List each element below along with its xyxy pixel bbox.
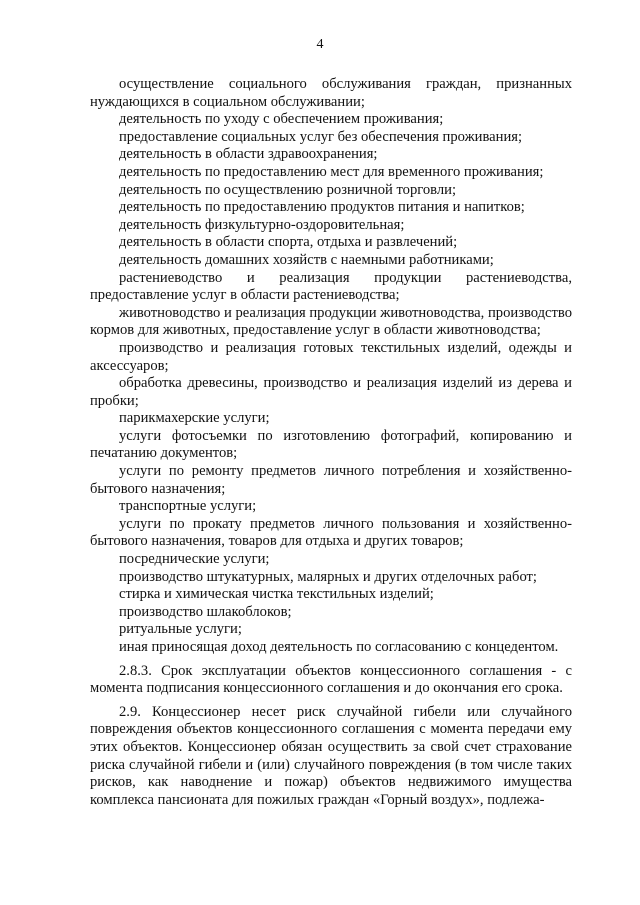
paragraph: животноводство и реализация продукции животноводства, производство кормов для животных, предоставление услуг в области животноводства;	[90, 304, 572, 339]
paragraph: услуги по ремонту предметов личного потребления и хозяйственно-бытового назначения;	[90, 463, 572, 497]
paragraph: осуществление социального обслуживания граждан, признанных нуждающихся в социальном обслуживании;	[90, 76, 572, 110]
paragraph: производство штукатурных, малярных и других отделочных работ;	[119, 568, 537, 585]
paragraph: транспортные услуги;	[119, 498, 257, 515]
paragraph: деятельность по предоставлению продуктов питания и напитков;	[119, 199, 525, 216]
paragraph: деятельность в области спорта, отдыха и развлечений;	[119, 234, 458, 251]
paragraph: услуги по прокату предметов личного пользования и хозяйственно-бытового назначения, товаров для отдыха и других товаров;	[90, 515, 572, 550]
paragraph: стирка и химическая чистка текстильных изделий;	[119, 586, 434, 603]
page-number: 4	[316, 37, 324, 52]
paragraph: деятельность домашних хозяйств с наемными работниками;	[119, 251, 494, 268]
paragraph: деятельность по предоставлению мест для временного проживания;	[119, 163, 544, 180]
document-body	[90, 76, 572, 809]
paragraph: предоставление социальных услуг без обеспечения проживания;	[119, 128, 523, 145]
paragraph: ритуальные услуги;	[119, 621, 242, 638]
paragraph: производство и реализация готовых текстильных изделий, одежды и аксессуаров;	[90, 339, 572, 374]
paragraph: парикмахерские услуги;	[119, 410, 270, 427]
paragraph: деятельность в области здравоохранения;	[119, 146, 378, 163]
clause-2-9: 2.9. Концессионер несет риск случайной гибели или случайного повреждения объектов концессионного соглашения с момента передачи ему этих объектов. Концессионер обязан осуществить за свой счет страхование риска случайной гибели и (или) случайного повреждения (в том числе таких рисков, как наводнение и пожар) объектов недвижимого имущества комплекса пансионата для пожилых граждан «Горный воздух», подлежа-	[90, 703, 572, 808]
paragraph: деятельность по осуществлению розничной торговли;	[119, 181, 457, 198]
paragraph: производство шлакоблоков;	[119, 603, 292, 620]
paragraph: растениеводство и реализация продукции растениеводства, предоставление услуг в области растениеводства;	[90, 269, 572, 304]
paragraph: услуги фотосъемки по изготовлению фотографий, копированию и печатанию документов;	[90, 427, 572, 462]
paragraph: деятельность физкультурно-оздоровительная;	[119, 216, 405, 233]
paragraph: иная приносящая доход деятельность по согласованию с концедентом.	[119, 639, 559, 655]
paragraph: посреднические услуги;	[119, 551, 270, 568]
paragraph: обработка древесины, производство и реализация изделий из дерева и пробки;	[90, 375, 572, 409]
clause-2-8-3: 2.8.3. Срок эксплуатации объектов концессионного соглашения - с момента подписания концессионного соглашения и до окончания его срока.	[90, 662, 572, 697]
paragraph: деятельность по уходу с обеспечением проживания;	[119, 111, 444, 128]
